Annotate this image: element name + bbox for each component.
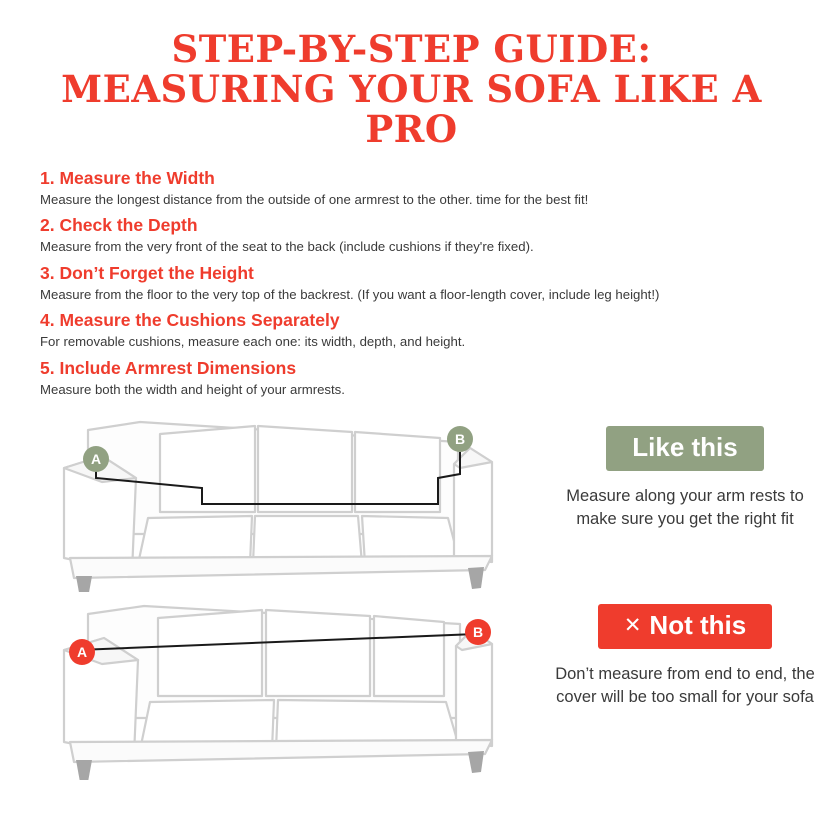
step-item (40, 310, 783, 351)
step-heading: 4. Measure the Cushions Separately (40, 310, 340, 331)
like-this-text: Measure along your arm rests to make sure you get the right fit (566, 486, 804, 529)
step-body: Measure the longest distance from the outside of one armrest to the other. time for the best fit! (40, 191, 589, 207)
panel-not-this (550, 604, 820, 709)
marker-a-incorrect (69, 639, 95, 665)
marker-b-incorrect (465, 619, 491, 645)
step-item (40, 263, 783, 304)
step-body: Measure both the width and height of your armrests. (40, 381, 345, 397)
step-body: For removable cushions, measure each one: its width, depth, and height. (40, 334, 466, 350)
marker-a-correct (83, 446, 109, 472)
sofa-incorrect-svg (40, 600, 510, 780)
marker-b-correct (447, 426, 473, 452)
title-line-1: STEP-BY-STEP GUIDE: (171, 27, 652, 71)
close-icon: ✕ (623, 614, 642, 638)
svg-text:A: A (76, 644, 88, 661)
step-item (40, 358, 783, 399)
step-heading: 5. Include Armrest Dimensions (40, 357, 297, 378)
title-line-2: MEASURING YOUR SOFA LIKE A PRO (61, 66, 762, 151)
like-this-badge: Like this (606, 426, 763, 471)
illustration-area (40, 412, 815, 792)
step-heading: 1. Measure the Width (40, 167, 215, 188)
not-this-text: Don’t measure from end to end, the cover will be too small for your sofa (555, 664, 815, 707)
panel-like-this (550, 426, 820, 531)
not-this-badge (598, 604, 772, 649)
step-heading: 3. Don’t Forget the Height (40, 262, 254, 283)
step-heading: 2. Check the Depth (40, 215, 198, 236)
step-body: Measure from the floor to the very top of the backrest. (If you want a floor-length cover, include leg height!) (40, 286, 660, 302)
sofa-correct-svg (40, 412, 510, 592)
sofa-diagram-correct (40, 412, 530, 597)
svg-text:B: B (472, 624, 484, 641)
step-body: Measure from the very front of the seat to the back (include cushions if they're fixed). (40, 239, 534, 255)
not-this-badge-label: Not this (649, 610, 747, 641)
sofa-diagram-incorrect (40, 600, 530, 785)
page-title (40, 0, 783, 150)
step-item (40, 168, 783, 209)
steps-list (40, 168, 783, 399)
svg-text:A: A (90, 451, 102, 468)
svg-text:B: B (454, 431, 466, 448)
step-item (40, 215, 783, 256)
